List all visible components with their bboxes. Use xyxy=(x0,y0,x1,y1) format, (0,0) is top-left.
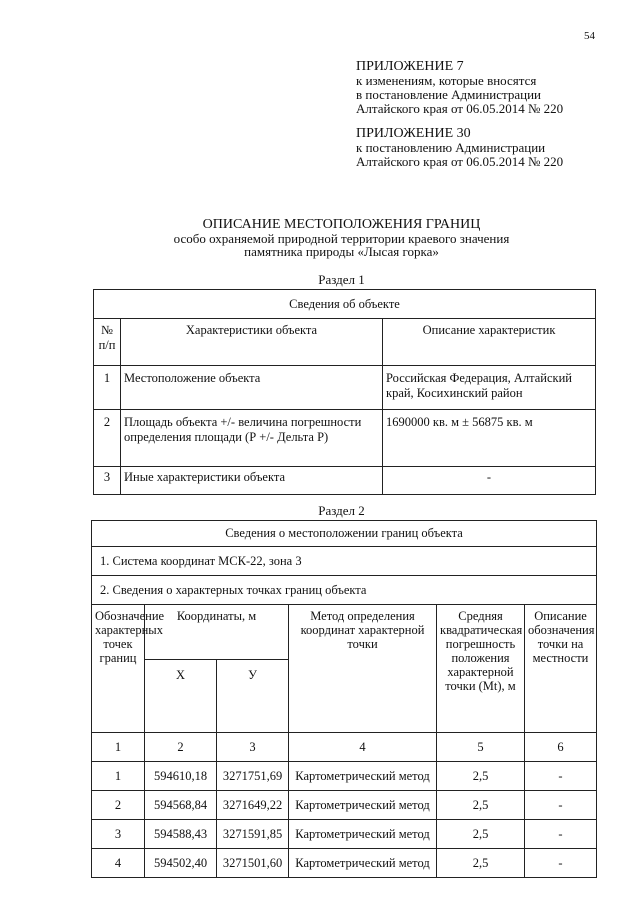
point-method: Картометрический метод xyxy=(289,849,437,878)
row-description: 1690000 кв. м ± 56875 кв. м xyxy=(383,410,596,467)
point-error: 2,5 xyxy=(437,791,525,820)
point-y: 3271501,60 xyxy=(217,849,289,878)
column-number: 2 xyxy=(145,733,217,762)
header-description: Описание характеристик xyxy=(383,319,596,366)
point-description: - xyxy=(525,762,597,791)
point-description: - xyxy=(525,791,597,820)
row-characteristic: Площадь объекта +/- величина погрешности определения площади (Р +/- Дельта Р) xyxy=(121,410,383,467)
table-row xyxy=(92,849,597,878)
document-title-line-3: памятника природы «Лысая горка» xyxy=(244,244,439,259)
header-x: X xyxy=(145,660,217,733)
point-error: 2,5 xyxy=(437,849,525,878)
appendix-30-block xyxy=(356,126,563,169)
object-info-table xyxy=(93,289,596,495)
point-error: 2,5 xyxy=(437,762,525,791)
column-number: 3 xyxy=(217,733,289,762)
header-characteristics: Характеристики объекта xyxy=(121,319,383,366)
table-row xyxy=(92,791,597,820)
document-title xyxy=(0,217,639,258)
section-1-heading: Раздел 1 xyxy=(318,272,365,287)
appendix-7-line-1: к изменениям, которые вносятся xyxy=(356,73,537,88)
document-title-line-1: ОПИСАНИЕ МЕСТОПОЛОЖЕНИЯ ГРАНИЦ xyxy=(202,217,481,232)
section-2-heading: Раздел 2 xyxy=(318,503,365,518)
appendix-30-title: ПРИЛОЖЕНИЕ 30 xyxy=(356,126,471,141)
point-x: 594502,40 xyxy=(145,849,217,878)
point-error: 2,5 xyxy=(437,820,525,849)
row-num: 1 xyxy=(94,366,121,410)
row-characteristic: Иные характеристики объекта xyxy=(121,467,383,495)
table-row xyxy=(94,410,596,467)
point-method: Картометрический метод xyxy=(289,820,437,849)
header-coords: Координаты, м xyxy=(145,605,289,660)
header-point-description: Описание обозначения точки на местности xyxy=(525,605,597,733)
row-num: 3 xyxy=(94,467,121,495)
table-row xyxy=(94,467,596,495)
row-characteristic: Местоположение объекта xyxy=(121,366,383,410)
appendix-7-title: ПРИЛОЖЕНИЕ 7 xyxy=(356,59,464,74)
column-number: 5 xyxy=(437,733,525,762)
boundary-caption: Сведения о местоположении границ объекта xyxy=(92,521,597,547)
appendix-30-line-2: Алтайского края от 06.05.2014 № 220 xyxy=(356,154,564,169)
table-row xyxy=(92,820,597,849)
point-y: 3271649,22 xyxy=(217,791,289,820)
table-row xyxy=(94,366,596,410)
point-id: 2 xyxy=(92,791,145,820)
point-description: - xyxy=(525,849,597,878)
header-y: У xyxy=(217,660,289,733)
column-number: 1 xyxy=(92,733,145,762)
column-number: 6 xyxy=(525,733,597,762)
point-x: 594588,43 xyxy=(145,820,217,849)
appendix-30-line-1: к постановлению Администрации xyxy=(356,140,546,155)
page-number: 54 xyxy=(584,30,595,42)
row-num: 2 xyxy=(94,410,121,467)
header-method: Метод определения координат характерной точки xyxy=(289,605,437,733)
row-description: Российская Федерация, Алтайский край, Косихинский район xyxy=(383,366,596,410)
point-y: 3271591,85 xyxy=(217,820,289,849)
point-id: 4 xyxy=(92,849,145,878)
column-number-row xyxy=(92,733,597,762)
table-row xyxy=(92,762,597,791)
point-id: 1 xyxy=(92,762,145,791)
object-info-caption: Сведения об объекте xyxy=(94,290,596,319)
points-caption: 2. Сведения о характерных точках границ объекта xyxy=(92,576,597,605)
header-designation: Обозначение характерных точек границ xyxy=(92,605,145,733)
point-method: Картометрический метод xyxy=(289,791,437,820)
point-method: Картометрический метод xyxy=(289,762,437,791)
point-description: - xyxy=(525,820,597,849)
header-num: № п/п xyxy=(94,319,121,366)
point-y: 3271751,69 xyxy=(217,762,289,791)
header-error: Средняя квадратическая погрешность положения характерной точки (Mt), м xyxy=(437,605,525,733)
point-x: 594610,18 xyxy=(145,762,217,791)
column-number: 4 xyxy=(289,733,437,762)
appendix-7-line-2: в постановление Администрации xyxy=(356,87,542,102)
appendix-7-line-3: Алтайского края от 06.05.2014 № 220 xyxy=(356,101,564,116)
boundary-points-table xyxy=(91,520,597,878)
point-x: 594568,84 xyxy=(145,791,217,820)
coordinate-system: 1. Система координат МСК-22, зона 3 xyxy=(92,547,597,576)
point-id: 3 xyxy=(92,820,145,849)
row-description: - xyxy=(383,467,596,495)
document-title-line-2: особо охраняемой природной территории краевого значения xyxy=(173,231,510,246)
appendix-7-block xyxy=(356,59,563,116)
